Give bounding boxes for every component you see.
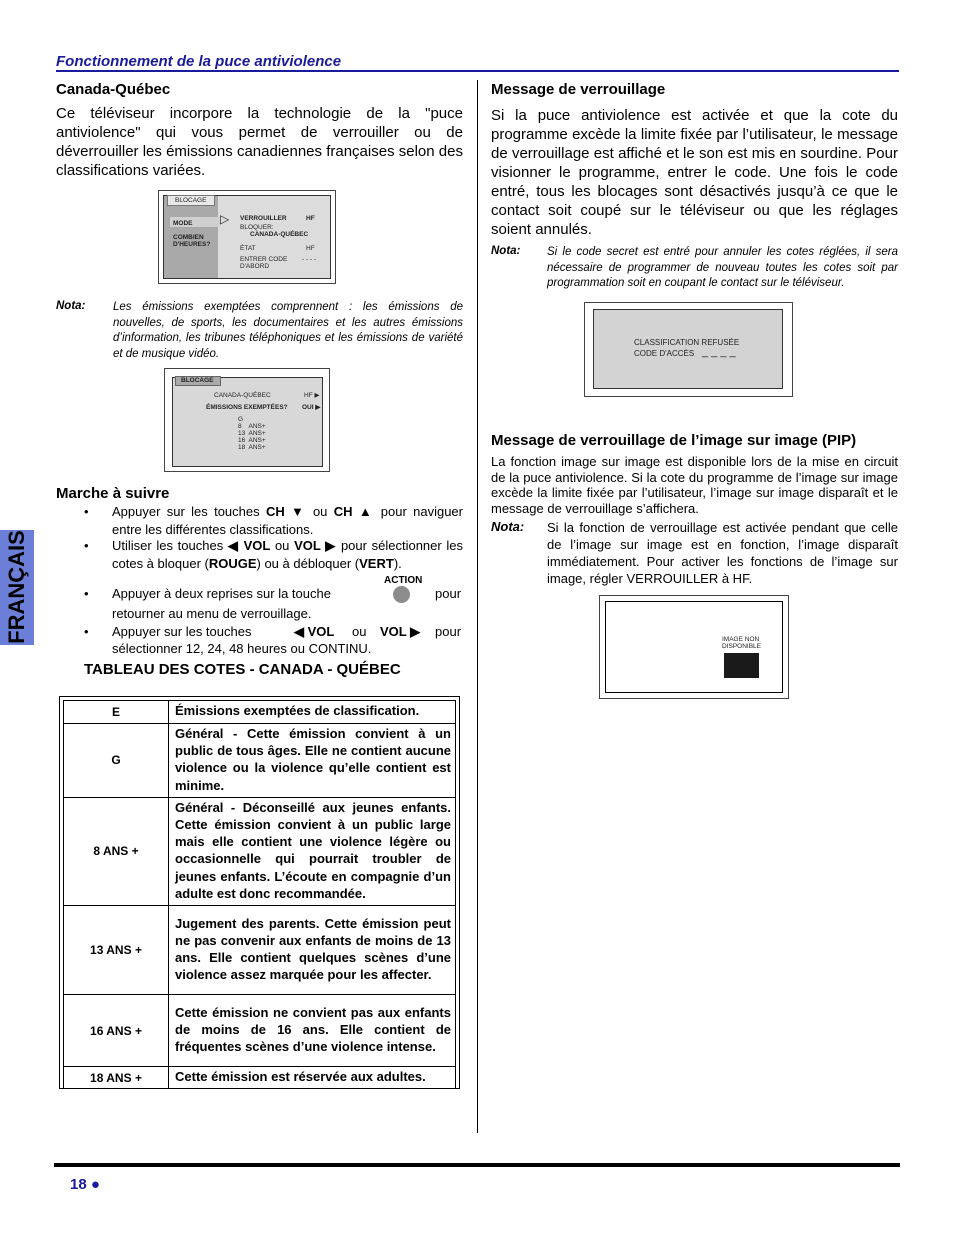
note2-label: Nota: — [491, 245, 521, 257]
arrow-right-icon: ▷ — [220, 212, 230, 226]
rating-code: 8 ANS + — [64, 797, 169, 905]
menu-code-value: - - - - — [302, 256, 317, 263]
menu-tab-label: BLOCAGE — [175, 197, 207, 204]
menu2-panel — [172, 377, 323, 467]
table-row — [64, 906, 456, 995]
rating-code: 13 ANS + — [64, 906, 169, 995]
language-tab[interactable] — [0, 530, 34, 645]
table-row — [64, 701, 456, 724]
bullet-action-dot: • — [84, 586, 89, 601]
bullet-action-pre: Appuyer à deux reprises sur la touche — [112, 586, 331, 601]
pip-paragraph: La fonction image sur image est disponible lors de la mise en circuit de la puce antiviolence. Si la cote du programme de l’image sur image excède la limite fixée par l’utilisateur, l’image sur image disparaît et le message de verrouillage s’affichera. — [491, 454, 898, 516]
classification-refused-screen — [584, 302, 793, 397]
bullet-hours-dot: • — [84, 624, 89, 639]
menu-panel — [163, 195, 331, 279]
header-title — [56, 53, 341, 70]
menu-code-label-a: ENTRER CODE — [240, 256, 288, 263]
footer-rule — [54, 1163, 900, 1167]
table-row — [64, 1067, 456, 1089]
intro-paragraph: Ce téléviseur incorpore la technologie de la "puce antiviolence" qui vous permet de verrouiller ou de déverrouiller les émissions canadiennes françaises selon des classifications variées. — [56, 105, 463, 179]
menu-item-hours-a[interactable]: COMBIEN — [173, 234, 204, 241]
access-code-field[interactable]: _ _ _ _ — [702, 346, 736, 358]
table-title: TABLEAU DES COTES - CANADA - QUÉBEC — [84, 661, 401, 678]
message-paragraph: Si la puce antiviolence est activée et que la cote du programme excède la limite fixée par l’utilisateur, le message de verrouillage est affiché et le son est mis en sourdine. Pour visionner le programme, entrer le code. Une fois le code entré, tous les blocages sont désactivés jusqu’à ce que le contact soit coupé sur le téléviseur ou que les réglages soient annulés. — [491, 107, 898, 238]
rating-description: Général - Cette émission convient à un public de tous âges. Elle ne contient aucune violence ou la violence qu’elle contient est minime. — [169, 724, 456, 798]
refused-panel — [593, 309, 783, 389]
note3-text: Si la fonction de verrouillage est activée pendant que celle de l’image sur image est en fonction, l’image disparaît immédiatement. Pour activer les fonctions de l’image sur image, régler VERROUILLER à HF. — [547, 520, 898, 586]
rating-description: Général - Déconseillé aux jeunes enfants. Cette émission convient à un public large mais elle contient une violence légère ou occasionnelle qui pourrait troubler de jeunes enfants. L’écoute en compagnie d’un adulte est donc recommandée. — [169, 797, 456, 905]
menu-verrouiller-value: HF — [306, 215, 315, 222]
rating-code: E — [64, 701, 169, 724]
pip-unavailable-line2: DISPONIBLE — [722, 643, 762, 650]
pip-window — [724, 653, 759, 678]
column-divider — [477, 80, 478, 1133]
rating-code: 18 ANS + — [64, 1067, 169, 1089]
header-rule — [56, 70, 899, 72]
bullet-hours-pre: Appuyer sur les touches — [112, 624, 252, 639]
menu2-canada-value: HF ▶ — [304, 392, 320, 399]
table-row — [64, 995, 456, 1067]
rating-description: Émissions exemptées de classification. — [169, 701, 456, 724]
menu2-rating-g[interactable]: G — [238, 416, 244, 423]
bullet-select: • Utiliser les touches ◀ VOL ou VOL ▶ pour sélectionner les cotes à bloquer (ROUGE) ou à débloquer (VERT). — [84, 538, 463, 571]
bullet-hours-post: pour — [435, 624, 462, 639]
action-button-label: ACTION — [384, 575, 423, 586]
access-code-label: CODE D'ACCÈS — [634, 349, 695, 358]
note1-text: Les émissions exemptées comprennent : les émissions de nouvelles, de sports, les documentaires et les autres émissions d’information, les tribunes téléphoniques et les émissions de variété et de musique vidéo. — [113, 301, 463, 360]
bullet-hours-vol-left: ◀ VOL — [294, 624, 335, 639]
menu2-rating-18[interactable]: 18 ANS+ — [238, 444, 266, 451]
table-row — [64, 724, 456, 798]
bullet-hours-ou: ou — [352, 624, 367, 639]
menu2-exemptees-value[interactable]: OUI ▶ — [302, 404, 321, 411]
note3-label: Nota: — [491, 519, 525, 534]
rating-code: 16 ANS + — [64, 995, 169, 1067]
menu-bloquer-value: CANADA-QUÉBEC — [250, 231, 309, 238]
header-title-text: Fonctionnement de la puce antiviolence — [56, 53, 342, 70]
blocage-exemptions-screen — [164, 368, 330, 472]
menu-code-label-b: D'ABORD — [240, 263, 270, 270]
pip-main-panel — [605, 601, 783, 693]
bullet-action-post: pour — [435, 586, 462, 601]
menu2-tab-label: BLOCAGE — [181, 377, 214, 384]
rating-description: Jugement des parents. Cette émission peut ne pas convenir aux enfants de moins de 13 ans. Elle contient quelques scènes d’une violence assez marquée pour les affecter. — [169, 906, 456, 995]
table-row — [64, 797, 456, 905]
menu2-rating-16[interactable]: 16 ANS+ — [238, 437, 266, 444]
menu2-canada-label: CANADA-QUÉBEC — [214, 392, 271, 399]
rating-description: Cette émission est réservée aux adultes. — [169, 1067, 456, 1089]
bullet-action-line2: retourner au menu de verrouillage. — [112, 606, 312, 621]
note2-text: Si le code secret est entré pour annuler les cotes réglées, il sera nécessaire de programmer de nouveau toutes les cotes soit par programmation soit en coupant le contact sur le téléviseur. — [547, 246, 898, 289]
pip-unavailable-line1: IMAGE NON — [722, 636, 760, 643]
rating-description: Cette émission ne convient pas aux enfants de moins de 16 ans. Elle contient de fréquentes scènes d’une violence intense. — [169, 995, 456, 1067]
bullet-hours-line2: sélectionner 12, 24, 48 heures ou CONTINU. — [112, 641, 372, 656]
blocage-menu-screen — [158, 190, 336, 284]
section-title-marche: Marche à suivre — [56, 485, 170, 502]
page-number: 18 ● — [70, 1176, 100, 1193]
rating-code: G — [64, 724, 169, 798]
menu2-rating-13[interactable]: 13 ANS+ — [238, 430, 266, 437]
note1-label: Nota: — [56, 300, 86, 312]
menu-bloquer-label: BLOQUER: — [240, 224, 274, 231]
menu-verrouiller-label: VERROUILLER — [240, 215, 287, 222]
menu2-rating-8[interactable]: 8 ANS+ — [238, 423, 266, 430]
action-button-icon — [393, 586, 410, 603]
ratings-table — [63, 700, 456, 1089]
menu-etat-label: ÉTAT — [240, 245, 256, 252]
language-tab-label: FRANÇAIS — [4, 530, 29, 644]
menu-item-mode[interactable]: MODE — [173, 220, 193, 227]
menu2-exemptees-label[interactable]: ÉMISSIONS EXEMPTÉES? — [206, 404, 288, 411]
bullet-navigate: • Appuyer sur les touches CH ▼ ou CH ▲ pour naviguer entre les différentes classifications. — [84, 504, 463, 537]
section-title-canada-quebec: Canada-Québec — [56, 81, 171, 98]
section-title-pip: Message de verrouillage de l’image sur image (PIP) — [491, 432, 857, 449]
refused-title: CLASSIFICATION REFUSÉE — [634, 338, 740, 347]
section-title-message: Message de verrouillage — [491, 81, 666, 98]
menu-etat-value: HF — [306, 245, 315, 252]
bullet-hours-vol-right: VOL ▶ — [380, 624, 421, 639]
pip-unavailable-screen — [599, 595, 789, 699]
menu-item-hours-b[interactable]: D'HEURES? — [173, 241, 211, 248]
